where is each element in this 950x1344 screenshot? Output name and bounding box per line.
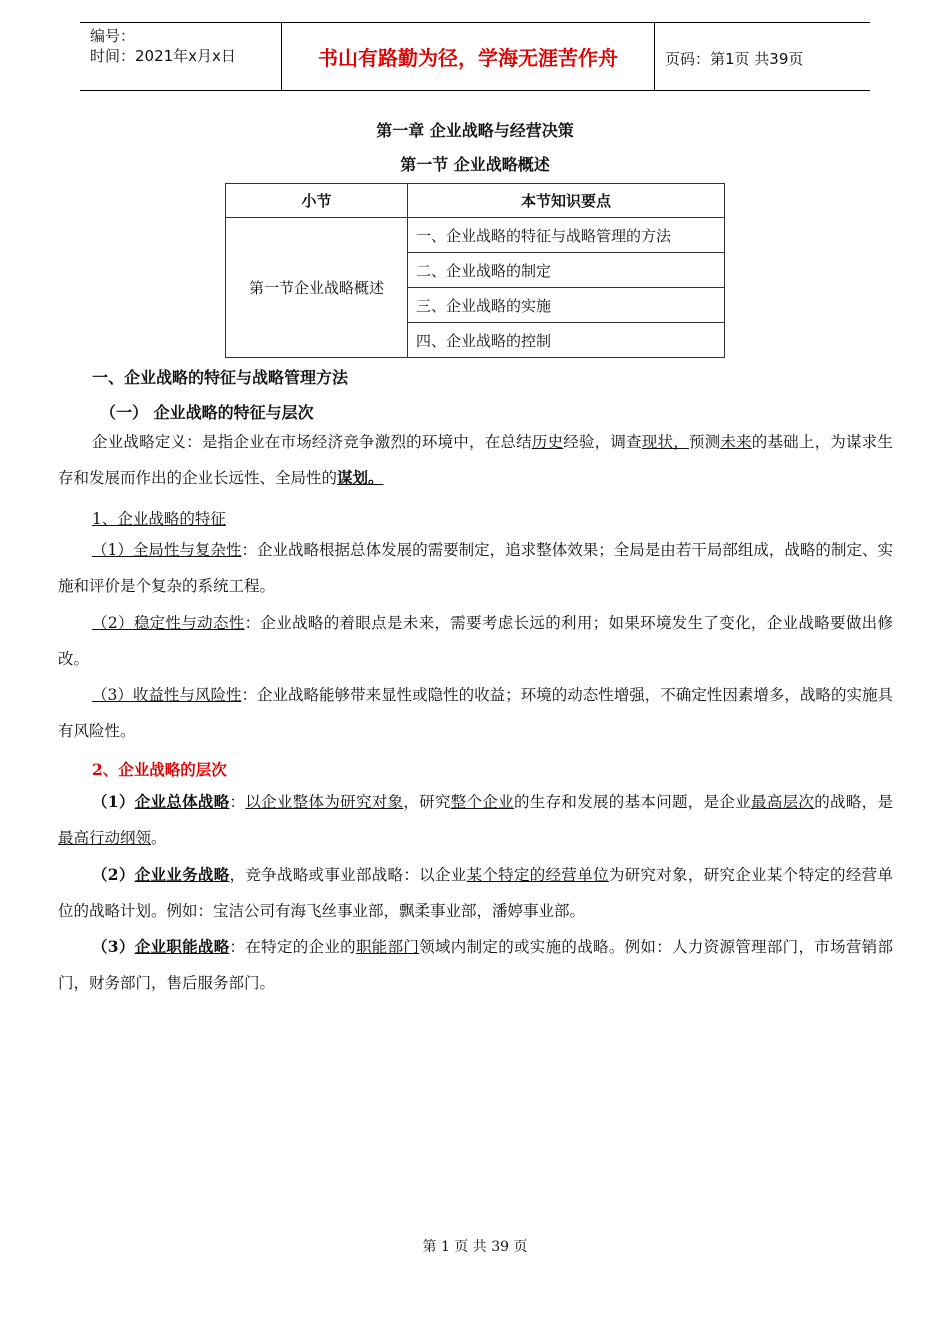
level-text: ： [229,793,246,811]
table-point: 三、企业战略的实施 [408,288,725,323]
level-paragraph [58,857,893,929]
feature-paragraph [58,532,893,604]
levels-title: 2、企业战略的层次 [92,760,227,779]
level-text: 为研究对象，研究企业某个特定的经营单位的战略计划。例如：宝洁公司有海飞丝事业部，飘柔事业部，潘婷事业部。 [58,866,893,920]
table-header-row [226,184,725,218]
level-underline: 以企业整体为研究对象 [245,793,404,811]
heading-2: （一） 企业战略的特征与层次 [100,403,314,422]
level-paragraph [58,784,893,856]
section-title: 第一节 企业战略概述 [400,155,550,174]
feature-text: ：企业战略的着眼点是未来，需要考虑长远的利用；如果环境发生了变化，企业战略要做出修改。 [58,614,893,668]
feature-text: ：企业战略根据总体发展的需要制定，追求整体效果；全局是由若干局部组成，战略的制定、实施和评价是个复杂的系统工程。 [58,541,893,595]
header-bottom-rule [80,90,870,91]
header-divider-right [654,22,655,91]
level-number: （3） [92,937,135,956]
level-underline: 最高层次 [751,793,815,811]
definition-underline-history: 历史 [531,433,564,451]
level-number: （2） [92,865,135,884]
header-top-rule [80,22,870,23]
level-number: （1） [92,792,135,811]
table-header-subsection: 小节 [226,184,408,218]
level-text: 的生存和发展的基本问题，是企业 [513,793,752,811]
definition-text-b: 经验，调查 [563,433,642,451]
header-motto: 书山有路勤为径，学海无涯苦作舟 [318,46,618,70]
definition-text-d: 的基础上，为谋求生存和发展而作出的企业长远性、全局性的 [58,433,893,487]
feature-text: ：企业战略能够带来显性或隐性的收益；环境的动态性增强，不确定性因素增多，战略的实施具有风险性。 [58,686,893,740]
feature-paragraph [58,605,893,677]
definition-paragraph [58,424,893,496]
header-time-label: 时间：2021年x月x日 [90,47,236,65]
definition-underline-status: 现状， [641,433,689,451]
level-text: 。 [151,829,167,847]
level-underline: 最高行动纲领 [58,829,152,847]
header-meta [90,26,236,66]
table-point: 四、企业战略的控制 [408,323,725,358]
table-point: 二、企业战略的制定 [408,253,725,288]
knowledge-table [225,183,725,358]
header-page-info: 页码：第1页 共39页 [665,50,804,68]
level-text: ，研究 [403,793,451,811]
feature-label: （2）稳定性与动态性 [92,614,245,632]
level-text: 领域内制定的或实施的战略。例如：人力资源管理部门，市场营销部门，财务部门，售后服务部门。 [58,938,893,992]
definition-underline-future: 未来 [720,433,752,451]
table-header-points: 本节知识要点 [408,184,725,218]
feature-label: （1）全局性与复杂性 [92,541,242,559]
definition-text-a: 企业战略定义：是指企业在市场经济竞争激烈的环境中，在总结 [92,433,532,451]
level-name: 企业业务战略 [134,865,230,884]
level-text: ，竞争战略或事业部战略：以企业 [229,866,467,884]
level-text: ：在特定的企业的 [229,938,356,956]
feature-paragraph [58,677,893,749]
definition-text-c: 预测 [688,433,721,451]
level-name: 企业职能战略 [134,937,230,956]
header-number-label: 编号： [90,27,136,45]
table-point: 一、企业战略的特征与战略管理的方法 [408,218,725,253]
feature-label: （3）收益性与风险性 [92,686,242,704]
level-underline: 职能部门 [355,938,420,956]
page-footer: 第 1 页 共 39 页 [422,1239,528,1255]
table-section-name: 第一节企业战略概述 [226,218,408,358]
level-name: 企业总体战略 [134,792,230,811]
chapter-title: 第一章 企业战略与经营决策 [376,121,574,140]
level-underline: 某个特定的经营单位 [466,866,609,884]
heading-1: 一、企业战略的特征与战略管理方法 [92,368,349,387]
level-underline: 整个企业 [450,793,514,811]
table-row [226,218,725,253]
features-title: 1、企业战略的特征 [92,510,226,528]
definition-underline-plan: 谋划。 [337,468,384,487]
level-paragraph [58,929,893,1001]
level-text: 的战略，是 [814,793,893,811]
